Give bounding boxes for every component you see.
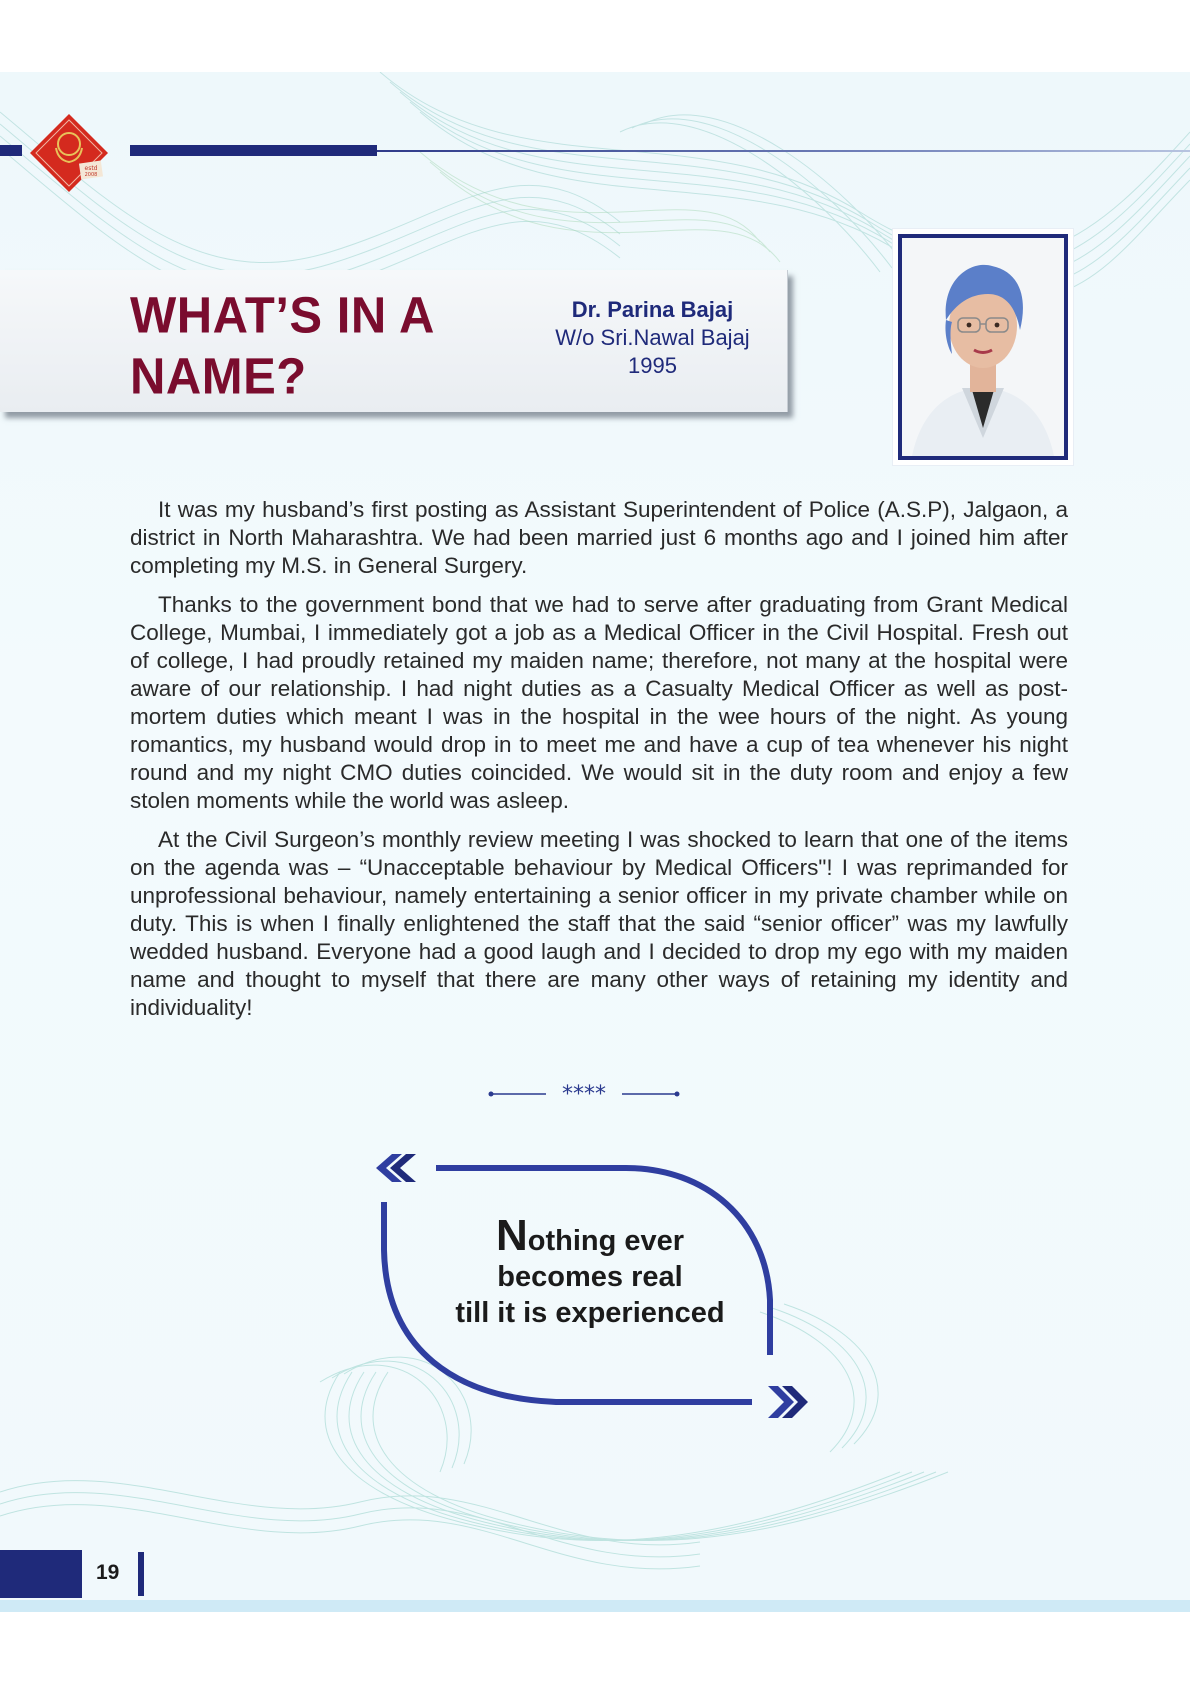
double-chevron-left-icon xyxy=(376,1154,416,1182)
paragraph: At the Civil Surgeon’s monthly review meeting I was shocked to learn that one of the items on the agenda was – “Unacceptable behaviour by Medical Officers"! I was reprimanded for unprofessional behaviour, namely entertaining a senior officer in my private chamber while on duty. This is when I finally enlightened the staff that the said “senior officer” was my lawfully wedded husband. Everyone had a good laugh and I decided to drop my ego with my maiden name and thought to myself that there are many other ways of retaining my identity and individuality! xyxy=(130,827,1068,1020)
article-title xyxy=(130,285,460,407)
header-bar xyxy=(130,145,377,156)
article-body xyxy=(130,496,1068,1033)
svg-text:2008: 2008 xyxy=(84,172,98,178)
page-number: 19 xyxy=(96,1561,120,1584)
quote-line-1: othing ever xyxy=(527,1225,685,1257)
author-name: Dr. Parina Bajaj xyxy=(571,297,734,322)
author-byline xyxy=(520,296,785,380)
title-line-1: WHAT’S IN A xyxy=(130,287,435,344)
author-photo xyxy=(898,234,1068,460)
page-number-bar xyxy=(138,1552,144,1596)
diamond-emblem-logo xyxy=(28,112,110,194)
quote-line-3: till it is experienced xyxy=(455,1297,725,1329)
footer-band xyxy=(0,1600,1190,1612)
quote-text xyxy=(430,1211,750,1331)
title-line-2: NAME? xyxy=(130,348,307,405)
author-year: 1995 xyxy=(628,353,677,378)
svg-text:estd: estd xyxy=(84,165,98,172)
header-bar-left xyxy=(0,145,22,156)
divider-stars: **** xyxy=(562,1084,606,1104)
double-chevron-right-icon xyxy=(768,1386,808,1418)
section-divider xyxy=(488,1084,680,1104)
quote-first-letter: N xyxy=(495,1211,528,1260)
header-rule xyxy=(377,150,1190,152)
paragraph: It was my husband’s first posting as Assistant Superintendent of Police (A.S.P), Jalgaon, a district in North Maharashtra. We had been married just 6 months ago and I joined him after completing my M.S. in General Surgery. xyxy=(130,497,1068,578)
quote-line-2: becomes real xyxy=(497,1261,683,1293)
author-relation: W/o Sri.Nawal Bajaj xyxy=(555,325,750,350)
paragraph: Thanks to the government bond that we had to serve after graduating from Grant Medical College, Mumbai, I immediately got a job as a Medical Officer in the Civil Hospital. Fresh out of college, I had proudly retained my maiden name; therefore, not many at the hospital were aware of our relationship. I had night duties as a Casualty Medical Officer as well as post-mortem duties which meant I was in the hospital in the wee hours of the night. As young romantics, my husband would drop in to meet me and have a cup of tea whenever his night round and my night CMO duties coincided. We would sit in the duty room and enjoy a few stolen moments while the world was asleep. xyxy=(130,592,1068,813)
page-number-tab xyxy=(0,1550,82,1598)
portrait-illustration xyxy=(902,238,1064,456)
